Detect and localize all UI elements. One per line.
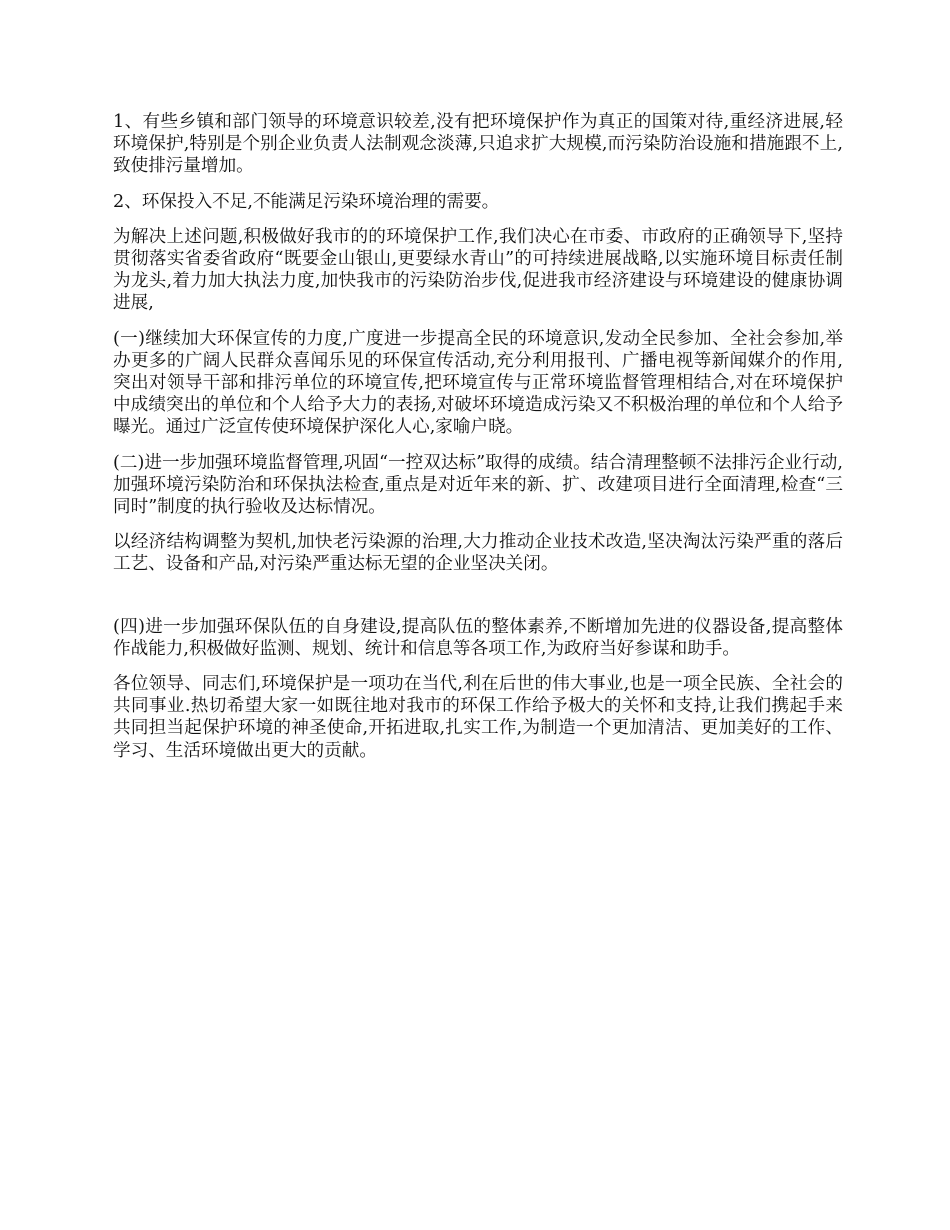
paragraph-intro-measures: 为解决上述问题,积极做好我市的的环境保护工作,我们决心在市委、市政府的正确领导下,坚持贯彻落实省委省政府“既要金山银山,更要绿水青山”的可持续进展战略,以实施环境目标责任制为龙头,着力加大执法力度,加快我市的污染防治步伐,促进我市经济建设与环境建设的健康协调进展, [113,226,843,314]
paragraph-measure-3: 以经济结构调整为契机,加快老污染源的治理,大力推动企业技术改造,坚决淘汰污染严重的落后工艺、设备和产品,对污染严重达标无望的企业坚决关闭。 [113,532,843,575]
paragraph-measure-1: (一)继续加大环保宣传的力度,广度进一步提高全民的环境意识,发动全民参加、全社会参加,举办更多的广阔人民群众喜闻乐见的环保宣传活动,充分利用报刊、广播电视等新闻媒介的作用,突出对领导干部和排污单位的环境宣传,把环境宣传与正常环境监督管理相结合,对在环境保护中成绩突出的单位和个人给予大力的表扬,对破坏环境造成污染又不积极治理的单位和个人给予曝光。通过广泛宣传使环境保护深化人心,家喻户晓。 [113,328,843,438]
paragraph-closing: 各位领导、同志们,环境保护是一项功在当代,利在后世的伟大事业,也是一项全民族、全社会的共同事业.热切希望大家一如既往地对我市的环保工作给予极大的关怀和支持,让我们携起手来共同担当起保护环境的神圣使命,开拓进取,扎实工作,为制造一个更加清洁、更加美好的工作、学习、生活环境做出更大的贡献。 [113,674,843,761]
paragraph-measure-4: (四)进一步加强环保队伍的自身建设,提高队伍的整体素养,不断增加先进的仪器设备,提高整体作战能力,积极做好监测、规划、统计和信息等各项工作,为政府当好参谋和助手。 [113,616,843,659]
paragraph-problem-2: 2、环保投入不足,不能满足污染环境治理的需要。 [113,191,500,212]
paragraph-spacer [113,589,843,616]
document-body [113,111,843,775]
paragraph-measure-2: (二)进一步加强环境监督管理,巩固“一控双达标”取得的成绩。结合清理整顿不法排污企业行动,加强环境污染防治和环保执法检查,重点是对近年来的新、扩、改建项目进行全面清理,检查“三同时”制度的执行验收及达标情况。 [113,452,843,518]
paragraph-problem-1: 1、有些乡镇和部门领导的环境意识较差,没有把环境保护作为真正的国策对待,重经济进展,轻环境保护,特别是个别企业负责人法制观念淡薄,只追求扩大规模,而污染防治设施和措施跟不上,致使排污量增加。 [113,112,843,177]
